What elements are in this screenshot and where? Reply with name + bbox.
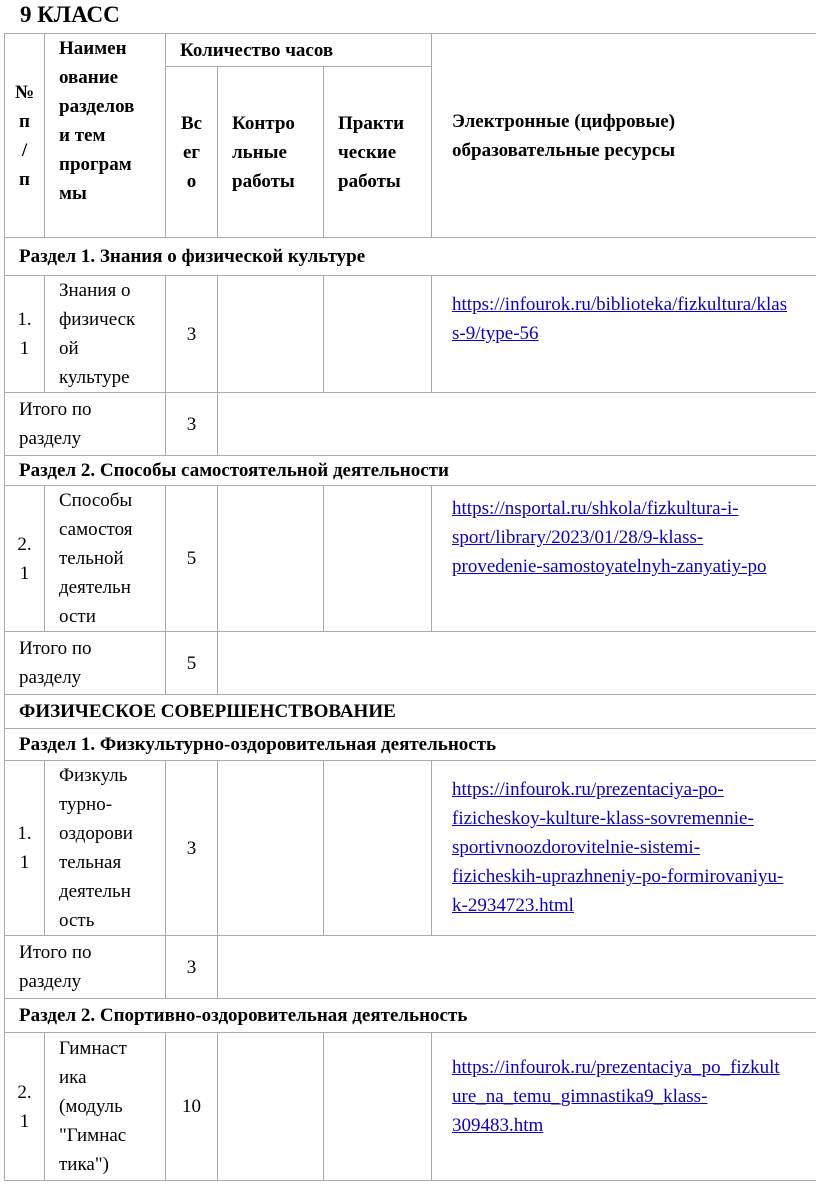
row-resource — [432, 761, 816, 936]
row-control — [218, 276, 324, 393]
total-row — [5, 936, 816, 999]
resource-link[interactable]: https://nsportal.ru/shkola/fizkultura-i- sport/library/2023/01/28/9-klass- provedenie-samostoyatelnyh-zanyatiy-po — [452, 498, 767, 577]
row-hours: 3 — [166, 276, 218, 393]
section-title: Раздел 2. Способы самостоятельной деятельности — [5, 456, 816, 486]
header-practical: Практи ческие работы — [324, 67, 432, 238]
row-name: Знания о физическ ой культуре — [45, 276, 166, 393]
row-control — [218, 1033, 324, 1181]
total-row — [5, 632, 816, 695]
row-num: 2. 1 — [5, 1033, 45, 1181]
total-label: Итого по разделу — [5, 632, 166, 695]
table-row — [5, 276, 816, 393]
row-resource — [432, 276, 816, 393]
total-label: Итого по разделу — [5, 393, 166, 456]
total-hours: 3 — [166, 936, 218, 999]
row-num: 1. 1 — [5, 761, 45, 936]
table-row — [5, 486, 816, 632]
total-row — [5, 393, 816, 456]
resource-link[interactable]: https://infourok.ru/prezentaciya_po_fizkult ure_na_temu_gimnastika9_klass- 309483.htm — [452, 1057, 780, 1136]
section-title: Раздел 2. Спортивно-оздоровительная деятельность — [5, 999, 816, 1033]
header-resources: Электронные (цифровые) образовательные ресурсы — [432, 34, 816, 238]
curriculum-table — [4, 33, 816, 1181]
row-practical — [324, 486, 432, 632]
table-row — [5, 761, 816, 936]
table-row — [5, 1033, 816, 1181]
row-name: Физкуль турно- оздорови тельная деятельн ость — [45, 761, 166, 936]
resource-link[interactable]: https://infourok.ru/prezentaciya-po- fizicheskoy-kulture-klass-sovremennie- sportivnoozdorovitelnie-sistemi- fizicheskih-uprazhneniy-po-formirovaniyu- k-2934723.html — [452, 779, 784, 916]
row-practical — [324, 761, 432, 936]
row-practical — [324, 276, 432, 393]
part-title: ФИЗИЧЕСКОЕ СОВЕРШЕНСТВОВАНИЕ — [5, 695, 816, 729]
resource-link[interactable]: https://infourok.ru/biblioteka/fizkultura/klas s-9/type-56 — [452, 294, 788, 344]
row-name: Способы самостоя тельной деятельн ости — [45, 486, 166, 632]
total-hours: 3 — [166, 393, 218, 456]
header-row — [5, 34, 816, 67]
row-resource — [432, 1033, 816, 1181]
row-hours: 3 — [166, 761, 218, 936]
total-hours: 5 — [166, 632, 218, 695]
row-control — [218, 486, 324, 632]
header-num: № п / п — [5, 34, 45, 238]
header-control: Контро льные работы — [218, 67, 324, 238]
header-name: Наимен ование разделов и тем програм мы — [45, 34, 166, 238]
row-name: Гимнаст ика (модуль "Гимнас тика") — [45, 1033, 166, 1181]
row-num: 2. 1 — [5, 486, 45, 632]
section-title: Раздел 1. Знания о физической культуре — [5, 238, 816, 276]
header-total: Вс ег о — [166, 67, 218, 238]
header-hours: Количество часов — [166, 34, 432, 67]
section-title: Раздел 1. Физкультурно-оздоровительная деятельность — [5, 729, 816, 761]
row-hours: 5 — [166, 486, 218, 632]
row-control — [218, 761, 324, 936]
row-num: 1. 1 — [5, 276, 45, 393]
page-title: 9 КЛАСС — [20, 2, 120, 27]
row-practical — [324, 1033, 432, 1181]
total-label: Итого по разделу — [5, 936, 166, 999]
row-resource — [432, 486, 816, 632]
row-hours: 10 — [166, 1033, 218, 1181]
